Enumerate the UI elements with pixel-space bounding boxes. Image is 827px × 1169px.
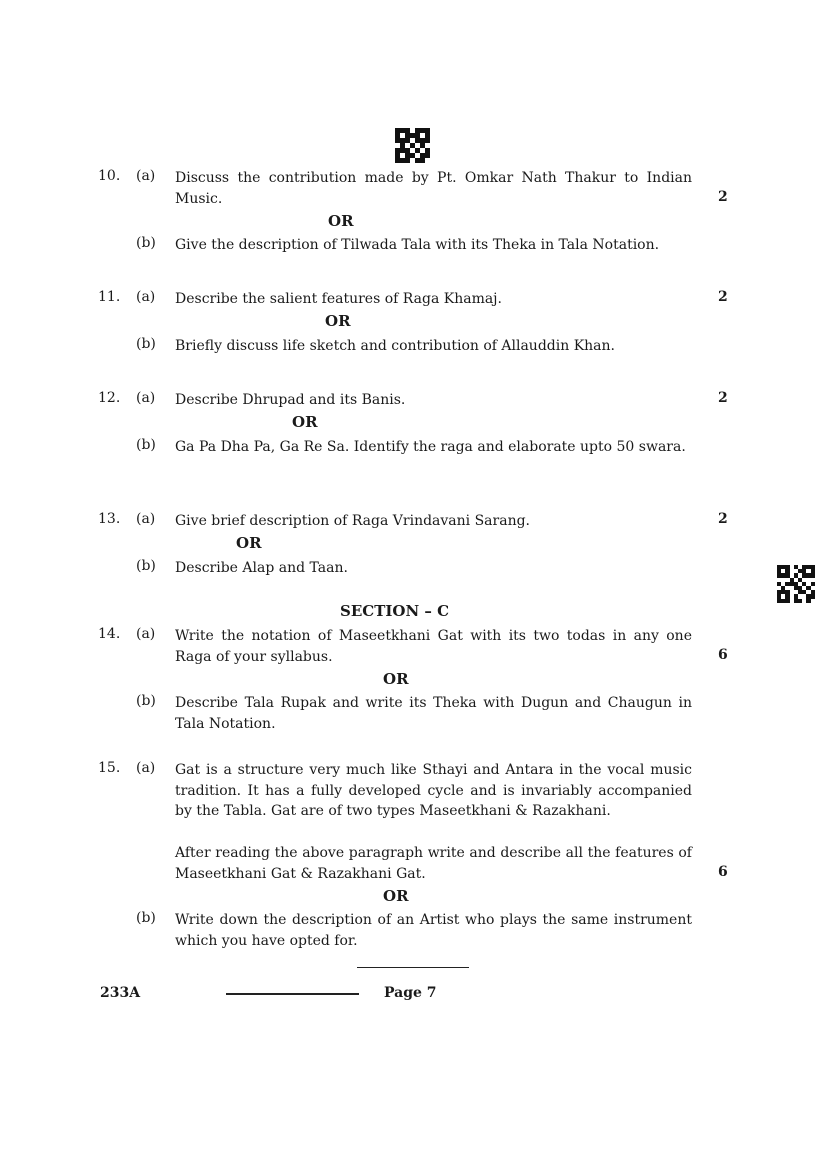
or-label: OR [328, 212, 354, 230]
part-a-label: (a) [136, 168, 156, 184]
part-a-label: (a) [136, 390, 156, 406]
part-b-label: (b) [136, 336, 156, 352]
section-heading: SECTION – C [340, 602, 450, 620]
qr-code-top [395, 128, 430, 163]
marks: 2 [718, 289, 728, 305]
qr-code-side [777, 565, 815, 603]
part-a-label: (a) [136, 626, 156, 642]
marks: 2 [718, 511, 728, 527]
or-label: OR [383, 887, 409, 905]
or-label: OR [236, 534, 262, 552]
part-a-text: Describe the salient features of Raga Khamaj. [175, 291, 502, 307]
marks: 6 [718, 864, 728, 880]
part-b-label: (b) [136, 910, 156, 926]
part-b-text: Give the description of Tilwada Tala with its Theka in Tala Notation. [175, 237, 660, 253]
paper-code: 233A [100, 985, 141, 1001]
part-a-text: Describe Dhrupad and its Banis. [175, 392, 406, 408]
page-number: Page 7 [384, 985, 437, 1001]
marks: 2 [718, 390, 728, 406]
part-b-label: (b) [136, 437, 156, 453]
part-a-label: (a) [136, 289, 156, 305]
end-rule [357, 967, 469, 968]
part-a-label: (a) [136, 511, 156, 527]
part-b-text: Briefly discuss life sketch and contribution of Allauddin Khan. [175, 338, 615, 354]
part-a-instruction: After reading the above paragraph write and describe all the features of Maseetkhani Gat & Razakhani Gat. [175, 845, 692, 882]
part-a-label: (a) [136, 760, 156, 776]
part-a-text: Give brief description of Raga Vrindavani Sarang. [175, 513, 530, 529]
or-label: OR [325, 312, 351, 330]
part-a-text: Gat is a structure very much like Sthayi and Antara in the vocal music tradition. It has a fully developed cycle and is invariably accompanied by the Tabla. Gat are of two types Maseetkhani & Razakhani. [175, 762, 692, 819]
part-a-text: Write the notation of Maseetkhani Gat with its two todas in any one Raga of your syllabus. [175, 628, 692, 665]
or-label: OR [383, 670, 409, 688]
part-b-text: Describe Tala Rupak and write its Theka with Dugun and Chaugun in Tala Notation. [175, 695, 692, 732]
part-b-text: Ga Pa Dha Pa, Ga Re Sa. Identify the raga and elaborate upto 50 swara. [175, 439, 686, 455]
marks: 6 [718, 647, 728, 663]
marks: 2 [718, 189, 728, 205]
question-number: 11. [98, 289, 121, 305]
part-b-label: (b) [136, 235, 156, 251]
question-number: 15. [98, 760, 121, 776]
question-number: 10. [98, 168, 121, 184]
part-b-label: (b) [136, 558, 156, 574]
question-number: 13. [98, 511, 121, 527]
question-number: 14. [98, 626, 121, 642]
part-b-text: Describe Alap and Taan. [175, 560, 348, 576]
part-b-text: Write down the description of an Artist who plays the same instrument which you have opted for. [175, 912, 692, 949]
or-label: OR [292, 413, 318, 431]
footer-rule [226, 993, 359, 995]
part-b-label: (b) [136, 693, 156, 709]
part-a-text: Discuss the contribution made by Pt. Omkar Nath Thakur to Indian Music. [175, 170, 692, 207]
question-number: 12. [98, 390, 121, 406]
